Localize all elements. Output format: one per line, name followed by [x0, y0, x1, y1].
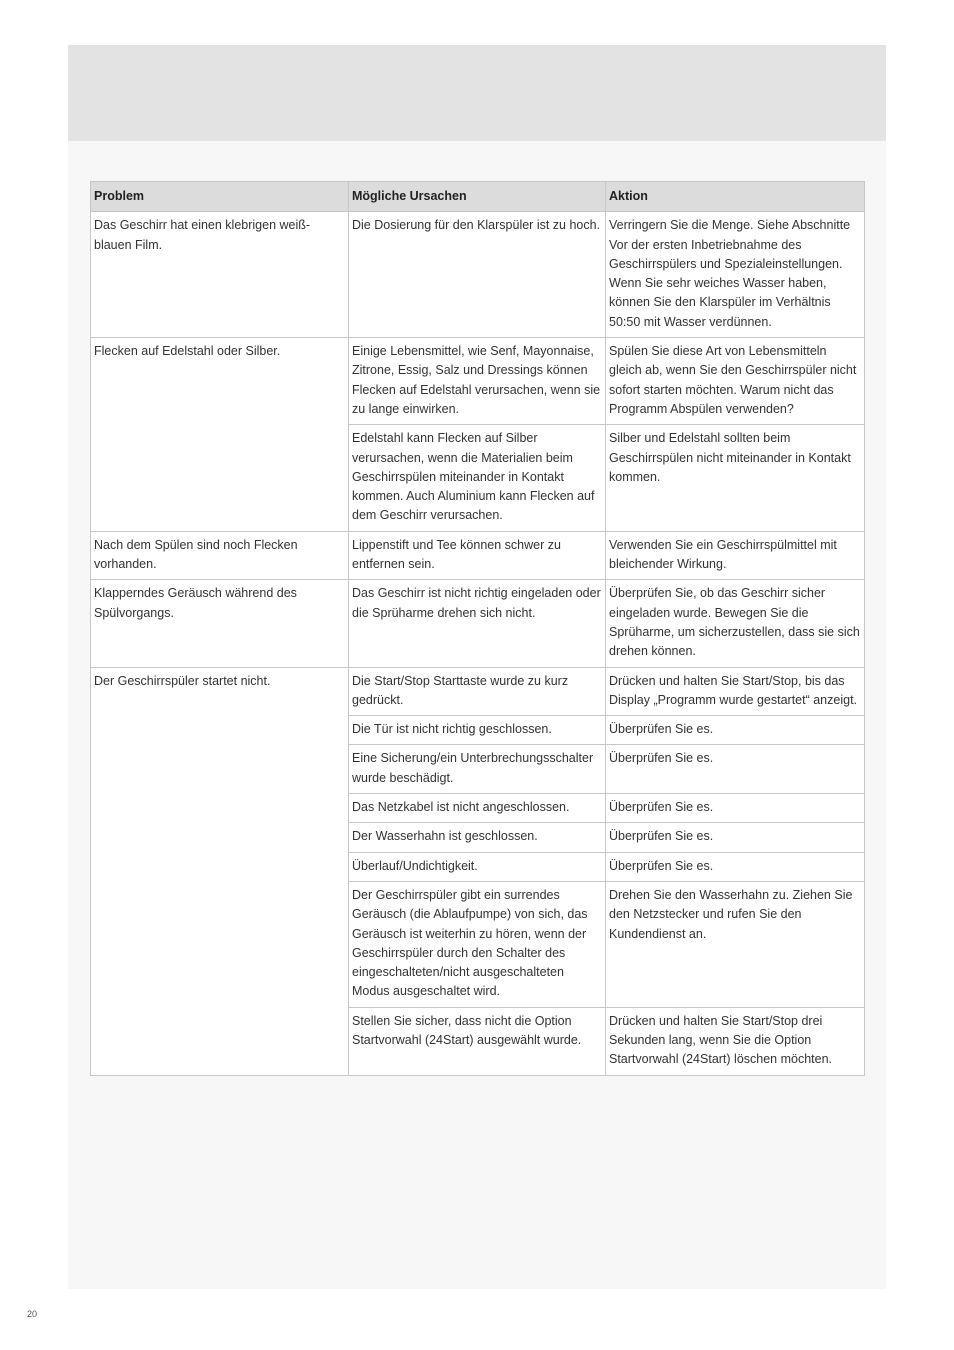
cause-cell: Lippenstift und Tee können schwer zu entfernen sein. [349, 531, 606, 580]
action-cell: Überprüfen Sie es. [606, 852, 865, 881]
table-row [91, 338, 865, 425]
action-cell: Verringern Sie die Menge. Siehe Abschnitte Vor der ersten Inbetriebnahme des Geschirrspülers und Spezialeinstellungen. Wenn Sie sehr weiches Wasser haben, können Sie den Klarspüler im Verhältnis 50:50 mit Wasser verdünnen. [606, 212, 865, 338]
table-body [91, 212, 865, 1075]
cause-cell: Die Dosierung für den Klarspüler ist zu hoch. [349, 212, 606, 338]
problem-cell: Das Geschirr hat einen klebrigen weiß-blauen Film. [91, 212, 349, 338]
action-cell: Überprüfen Sie es. [606, 794, 865, 823]
action-cell: Silber und Edelstahl sollten beim Geschirrspülen nicht miteinander in Kontakt kommen. [606, 425, 865, 531]
cause-cell: Stellen Sie sicher, dass nicht die Option Startvorwahl (24Start) ausgewählt wurde. [349, 1007, 606, 1075]
cause-cell: Die Start/Stop Starttaste wurde zu kurz gedrückt. [349, 667, 606, 716]
action-cell: Spülen Sie diese Art von Lebensmitteln gleich ab, wenn Sie den Geschirrspüler nicht sofort starten möchten. Warum nicht das Programm Abspülen verwenden? [606, 338, 865, 425]
column-header-action: Aktion [606, 182, 865, 212]
cause-cell: Der Wasserhahn ist geschlossen. [349, 823, 606, 852]
table-header-row [91, 182, 865, 212]
cause-cell: Einige Lebensmittel, wie Senf, Mayonnaise, Zitrone, Essig, Salz und Dressings können Flecken auf Edelstahl verursachen, wenn sie zu lange einwirken. [349, 338, 606, 425]
action-cell: Drücken und halten Sie Start/Stop, bis das Display „Programm wurde gestartet“ anzeigt. [606, 667, 865, 716]
cause-cell: Das Geschirr ist nicht richtig eingeladen oder die Sprüharme drehen sich nicht. [349, 580, 606, 667]
table-row [91, 531, 865, 580]
column-header-causes: Mögliche Ursachen [349, 182, 606, 212]
table-header [91, 182, 865, 212]
table-row [91, 212, 865, 338]
troubleshooting-table [90, 181, 865, 1076]
problem-cell: Flecken auf Edelstahl oder Silber. [91, 338, 349, 532]
column-header-problem: Problem [91, 182, 349, 212]
cause-cell: Das Netzkabel ist nicht angeschlossen. [349, 794, 606, 823]
cause-cell: Der Geschirrspüler gibt ein surrendes Geräusch (die Ablaufpumpe) von sich, das Geräusch ist weiterhin zu hören, wenn der Geschirrspüler durch den Schalter des eingeschalteten/nicht ausgeschalteten Modus ausgeschaltet wird. [349, 881, 606, 1007]
problem-cell: Klapperndes Geräusch während des Spülvorgangs. [91, 580, 349, 667]
cause-cell: Edelstahl kann Flecken auf Silber verursachen, wenn die Materialien beim Geschirrspülen miteinander in Kontakt kommen. Auch Aluminium kann Flecken auf dem Geschirr verursachen. [349, 425, 606, 531]
action-cell: Überprüfen Sie es. [606, 745, 865, 794]
action-cell: Überprüfen Sie es. [606, 716, 865, 745]
table-row [91, 667, 865, 716]
cause-cell: Überlauf/Undichtigkeit. [349, 852, 606, 881]
action-cell: Drehen Sie den Wasserhahn zu. Ziehen Sie den Netzstecker und rufen Sie den Kundendienst an. [606, 881, 865, 1007]
action-cell: Überprüfen Sie, ob das Geschirr sicher eingeladen wurde. Bewegen Sie die Sprüharme, um sicherzustellen, dass sie sich drehen können. [606, 580, 865, 667]
action-cell: Drücken und halten Sie Start/Stop drei Sekunden lang, wenn Sie die Option Startvorwahl (24Start) löschen möchten. [606, 1007, 865, 1075]
page-number: 20 [27, 1309, 38, 1319]
action-cell: Überprüfen Sie es. [606, 823, 865, 852]
table-row [91, 580, 865, 667]
problem-cell: Nach dem Spülen sind noch Flecken vorhanden. [91, 531, 349, 580]
cause-cell: Die Tür ist nicht richtig geschlossen. [349, 716, 606, 745]
action-cell: Verwenden Sie ein Geschirrspülmittel mit bleichender Wirkung. [606, 531, 865, 580]
problem-cell: Der Geschirrspüler startet nicht. [91, 667, 349, 1075]
page-header-band [68, 45, 886, 141]
cause-cell: Eine Sicherung/ein Unterbrechungsschalter wurde beschädigt. [349, 745, 606, 794]
